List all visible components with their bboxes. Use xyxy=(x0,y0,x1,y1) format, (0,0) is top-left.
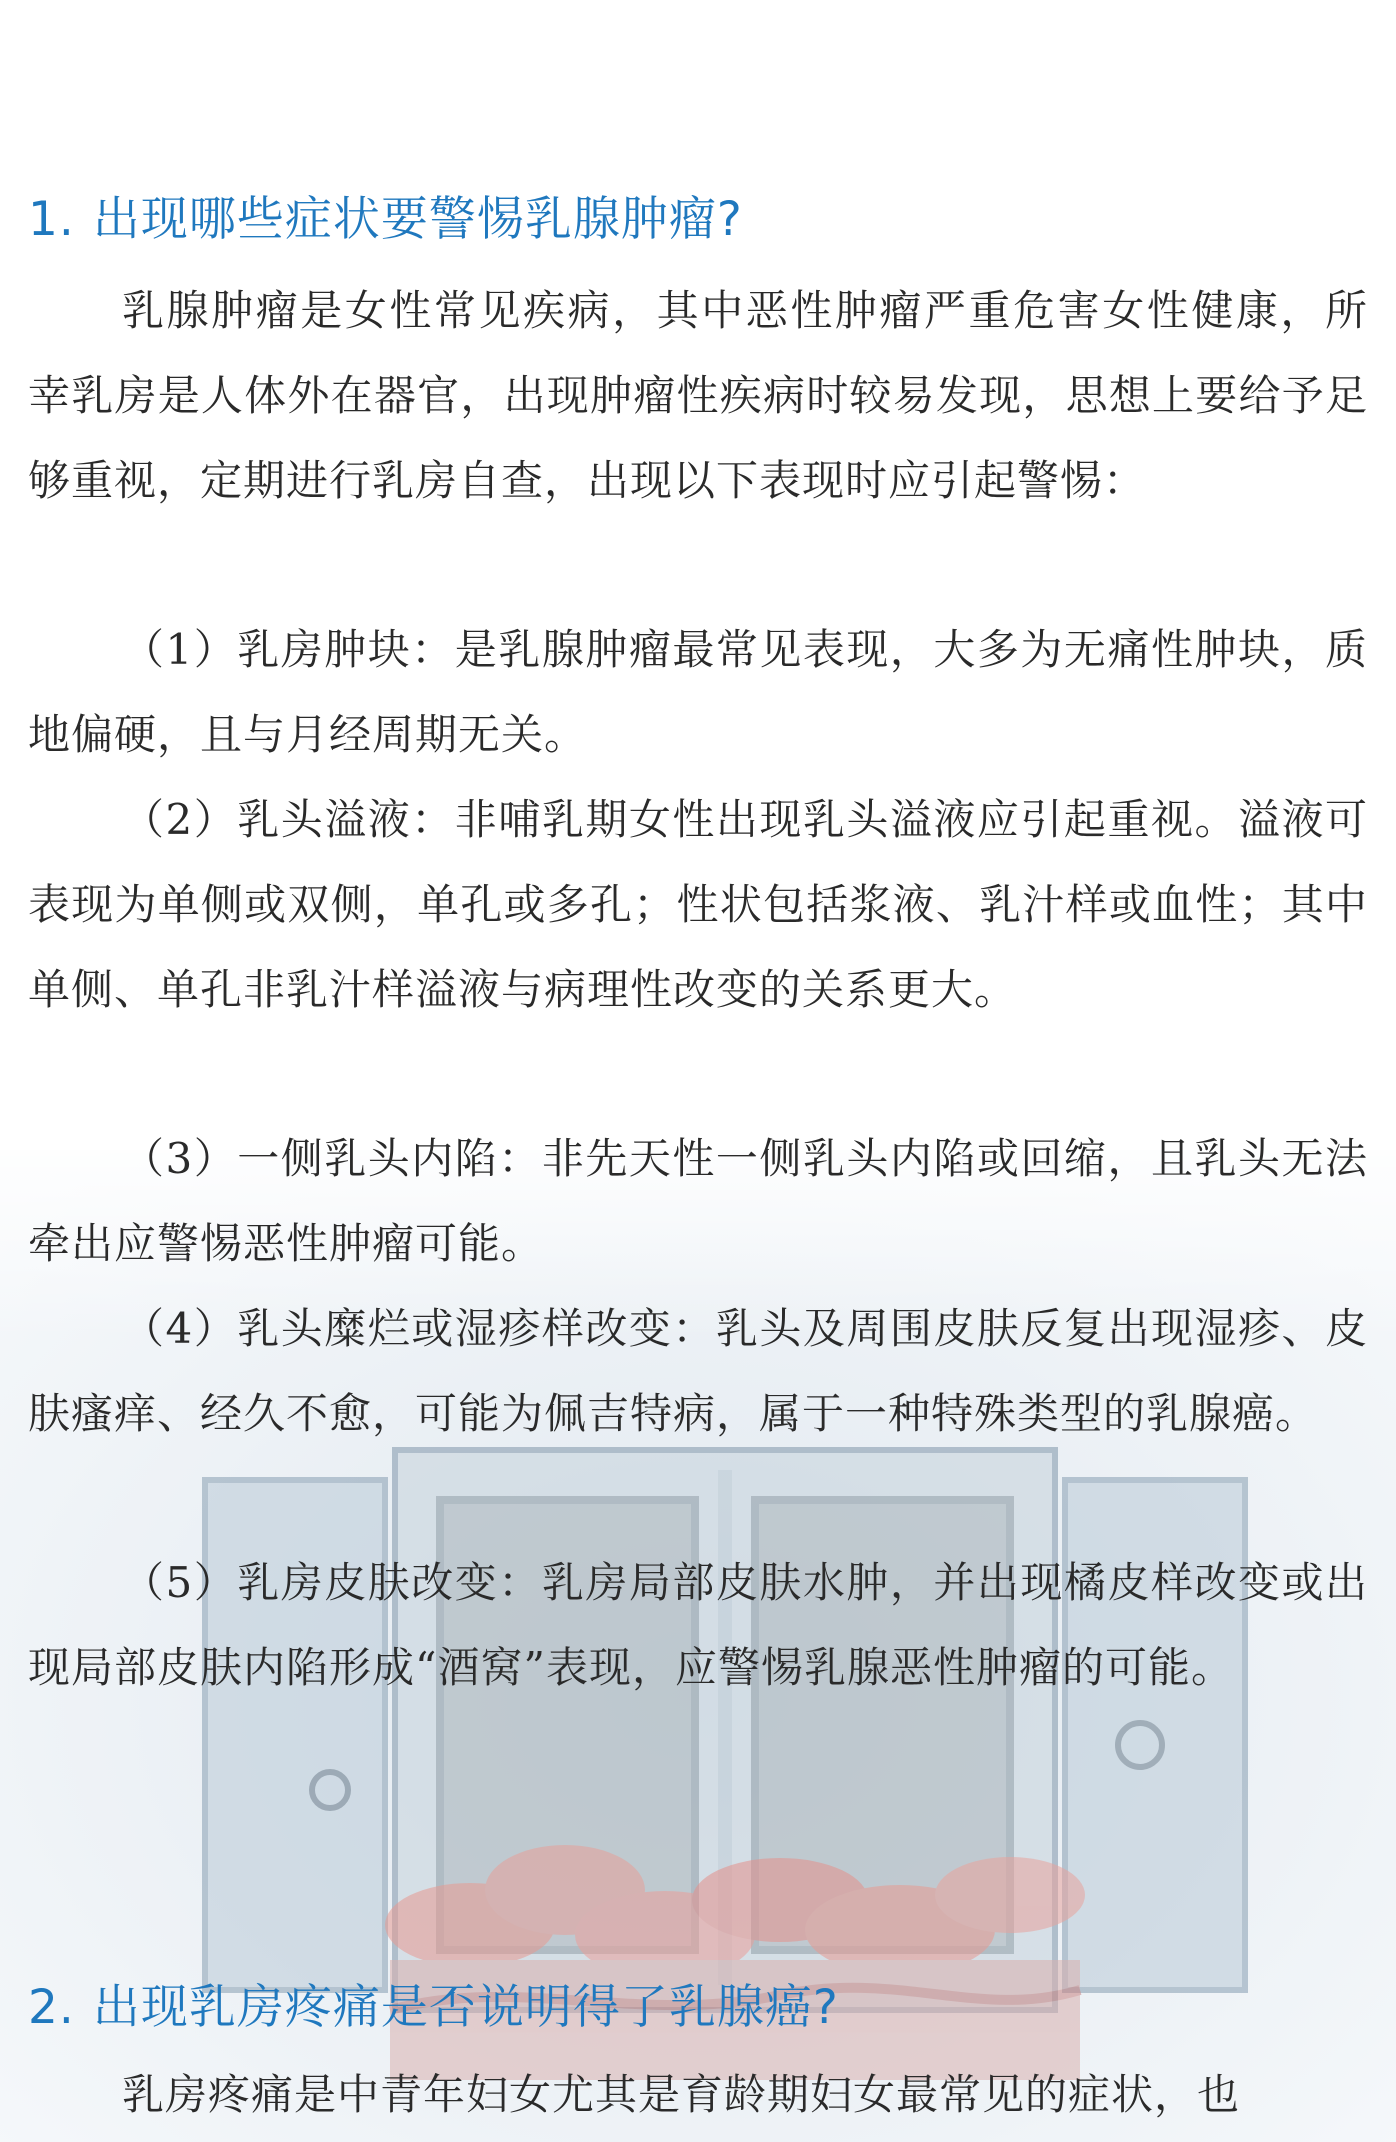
section-2-heading xyxy=(28,1980,839,2035)
section-2-title: 出现乳房疼痛是否说明得了乳腺癌? xyxy=(92,1980,839,2035)
symptom-item-4: （4）乳头糜烂或湿疹样改变：乳头及周围皮肤反复出现湿疹、皮肤瘙痒、经久不愈，可能为佩吉特病，属于一种特殊类型的乳腺癌。 xyxy=(28,1304,1368,1438)
section-1-heading xyxy=(28,192,743,247)
symptom-item-1: （1）乳房肿块：是乳腺肿瘤最常见表现，大多为无痛性肿块，质地偏硬，且与月经周期无关。 xyxy=(28,625,1368,759)
section-2-number: 2. xyxy=(28,1980,75,2035)
section-1-number: 1. xyxy=(28,192,75,247)
section-2-text: 乳房疼痛是中青年妇女尤其是育龄期妇女最常见的症状，也 xyxy=(122,2070,1241,2119)
symptom-item-3: （3）一侧乳头内陷：非先天性一侧乳头内陷或回缩，且乳头无法牵出应警惕恶性肿瘤可能。 xyxy=(28,1134,1368,1268)
symptom-item-2: （2）乳头溢液：非哺乳期女性出现乳头溢液应引起重视。溢液可表现为单侧或双侧，单孔或多孔；性状包括浆液、乳汁样或血性；其中单侧、单孔非乳汁样溢液与病理性改变的关系更大。 xyxy=(28,795,1368,1014)
section-1-intro: 乳腺肿瘤是女性常见疾病，其中恶性肿瘤严重危害女性健康，所幸乳房是人体外在器官，出现肿瘤性疾病时较易发现，思想上要给予足够重视，定期进行乳房自查，出现以下表现时应引起警惕： xyxy=(28,286,1368,505)
section-1-title: 出现哪些症状要警惕乳腺肿瘤? xyxy=(92,192,743,247)
symptom-item-5: （5）乳房皮肤改变：乳房局部皮肤水肿，并出现橘皮样改变或出现局部皮肤内陷形成“酒窝”表现，应警惕乳腺恶性肿瘤的可能。 xyxy=(28,1558,1368,1692)
